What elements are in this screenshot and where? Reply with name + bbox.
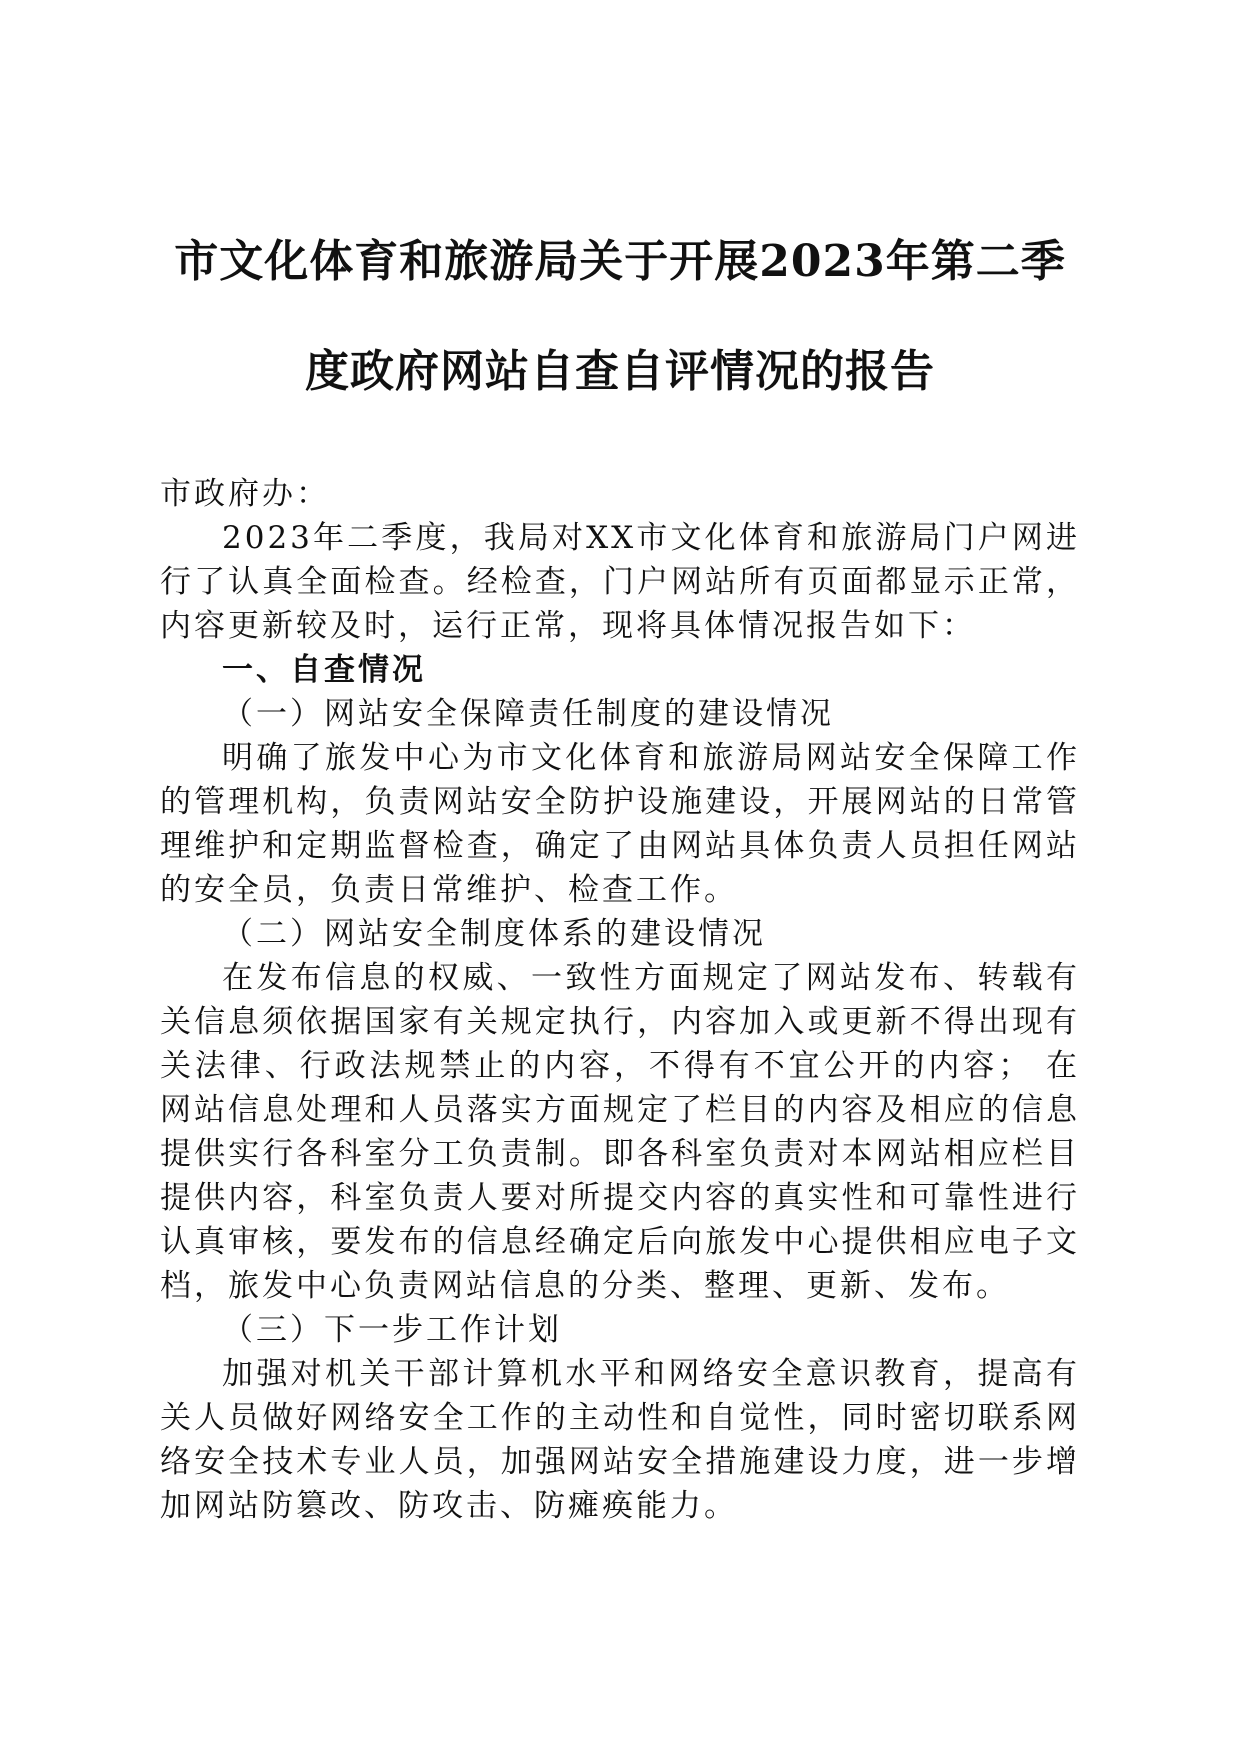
subsection-paragraph-3: 加强对机关干部计算机水平和网络安全意识教育，提高有关人员做好网络安全工作的主动性和自觉性，同时密切联系网络安全技术专业人员，加强网站安全措施建设力度，进一步增加网站防篡改、防攻击、防瘫痪能力。 bbox=[160, 1356, 1080, 1524]
salutation: 市政府办： bbox=[160, 476, 330, 512]
intro-paragraph: 2023年二季度，我局对XX市文化体育和旅游局门户网进行了认真全面检查。经检查，门户网站所有页面都显示正常，内容更新较及时，运行正常，现将具体情况报告如下： bbox=[160, 520, 1080, 644]
document-body bbox=[160, 472, 1080, 1528]
subsection-heading-1: （一）网站安全保障责任制度的建设情况 bbox=[222, 696, 834, 732]
subsection-heading-3: （三）下一步工作计划 bbox=[222, 1312, 562, 1348]
subsection-paragraph-1: 明确了旅发中心为市文化体育和旅游局网站安全保障工作的管理机构，负责网站安全防护设施建设，开展网站的日常管理维护和定期监督检查，确定了由网站具体负责人员担任网站的安全员，负责日常维护、检查工作。 bbox=[160, 740, 1080, 908]
document-title-line-1: 市文化体育和旅游局关于开展2023年第二季 bbox=[174, 236, 1066, 287]
subsection-heading-2: （二）网站安全制度体系的建设情况 bbox=[222, 916, 766, 952]
subsection-paragraph-2: 在发布信息的权威、一致性方面规定了网站发布、转载有关信息须依据国家有关规定执行，内容加入或更新不得出现有关法律、行政法规禁止的内容，不得有不宜公开的内容； 在网站信息处理和人员落实方面规定了栏目的内容及相应的信息提供实行各科室分工负责制。即各科室负责对本网站相应栏目提供内容，科室负责人要对所提交内容的真实性和可靠性进行认真审核，要发布的信息经确定后向旅发中心提供相应电子文档，旅发中心负责网站信息的分类、整理、更新、发布。 bbox=[160, 960, 1080, 1304]
document-title-line-2: 度政府网站自查自评情况的报告 bbox=[305, 346, 935, 397]
section-heading-self-inspection: 一、自查情况 bbox=[222, 652, 426, 688]
